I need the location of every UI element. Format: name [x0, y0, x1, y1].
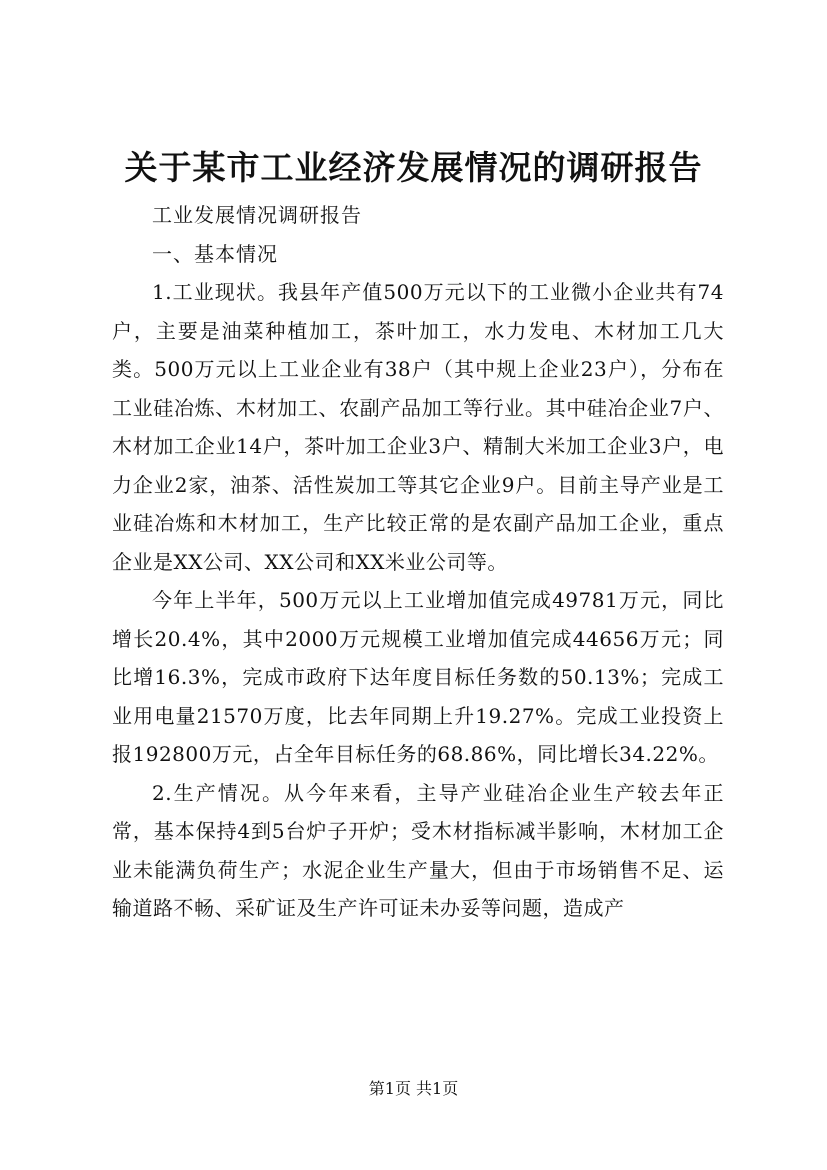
page-number-footer: 第1页 共1页	[368, 1079, 459, 1098]
document-subtitle: 工业发展情况调研报告	[152, 203, 362, 227]
paragraph-production-status: 2.生产情况。从今年来看，主导产业硅冶企业生产较去年正常，基本保持4到5台炉子开炉；受木材指标减半影响，木材加工企业未能满负荷生产；水泥企业生产量大，但由于市场销售不足、运输道路不畅、采矿证及生产许可证未办妥等问题，造成产	[112, 780, 724, 920]
document-body	[112, 196, 724, 928]
paragraph-first-half-stats: 今年上半年，500万元以上工业增加值完成49781万元，同比增长20.4%，其中2000万元规模工业增加值完成44656万元；同比增16.3%，完成市政府下达年度目标任务数的50.13%；完成工业用电量21570万度，比去年同期上升19.27%。完成工业投资上报192800万元，占全年目标任务的68.86%，同比增长34.22%。	[112, 588, 724, 766]
section-heading: 一、基本情况	[152, 241, 278, 266]
paragraph-industry-status: 1.工业现状。我县年产值500万元以下的工业微小企业共有74户，主要是油菜种植加工，茶叶加工，水力发电、木材加工几大类。500万元以上工业企业有38户（其中规上企业23户），分布在工业硅冶炼、木材加工、农副产品加工等行业。其中硅冶企业7户、木材加工企业14户，茶叶加工企业3户、精制大米加工企业3户，电力企业2家，油茶、活性炭加工等其它企业9户。目前主导产业是工业硅冶炼和木材加工，生产比较正常的是农副产品加工企业，重点企业是XX公司、XX公司和XX米业公司等。	[112, 280, 724, 574]
document-title: 关于某市工业经济发展情况的调研报告	[124, 148, 703, 187]
